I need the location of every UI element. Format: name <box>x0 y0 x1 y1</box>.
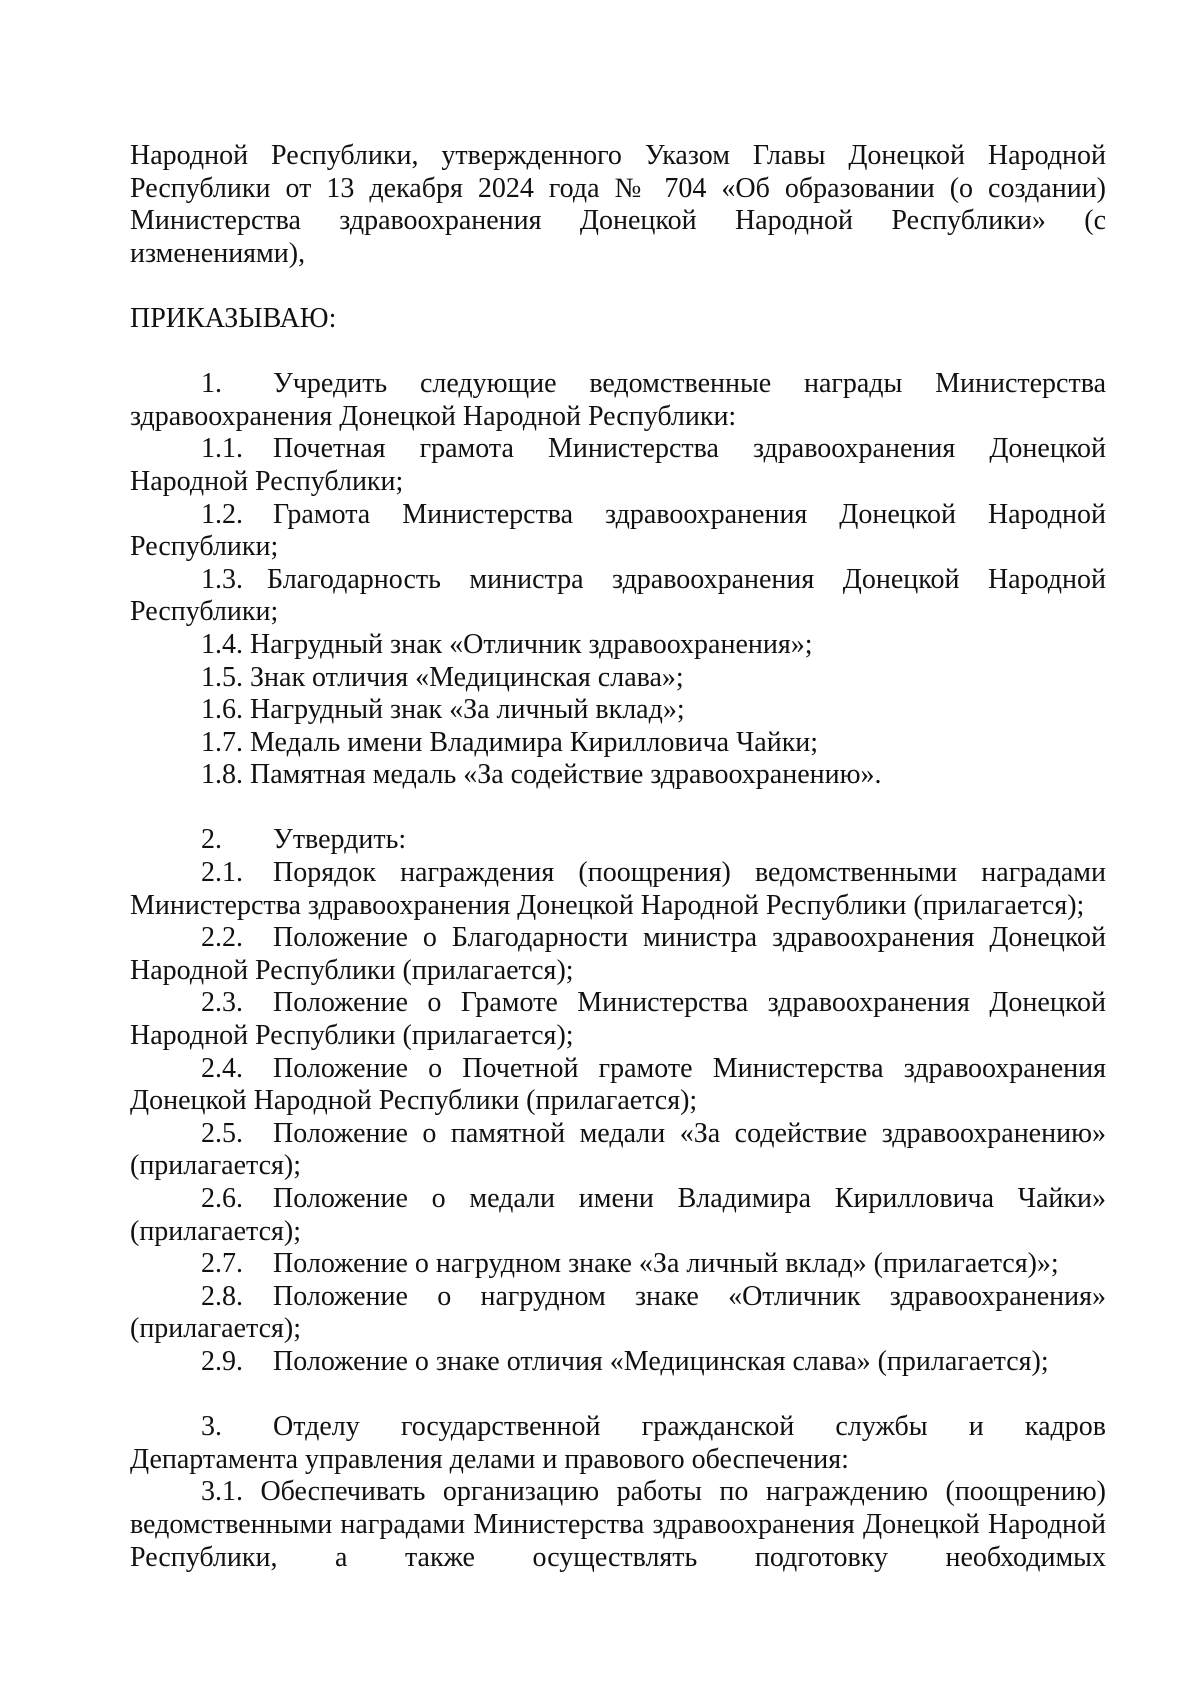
item-number: 1.2. <box>201 498 243 530</box>
intro-paragraph: Народной Республики, утвержденного Указом Главы Донецкой Народной Республики от 13 декабря 2024 года № 704 «Об образовании (о создании) Министерства здравоохранения Донецкой Народной Республики» (с изменениями), <box>130 140 1106 269</box>
item-number: 2.6. <box>201 1183 243 1214</box>
section-3-number: 3. <box>201 1411 222 1443</box>
item-text: Положение о памятной медали «За содействие здравоохранению» (прилагается); <box>130 1117 1106 1182</box>
item-text: Грамота Министерства здравоохранения Донецкой Народной Республики; <box>130 498 1106 563</box>
item-2-4 <box>130 1053 1106 1118</box>
item-1-8 <box>130 759 1106 792</box>
item-number: 2.5. <box>201 1117 243 1149</box>
item-number: 1.4. <box>201 628 243 660</box>
section-1-paragraph <box>130 368 1106 433</box>
item-text: Нагрудный знак «За личный вклад»; <box>250 694 685 726</box>
item-3-1 <box>130 1476 1106 1574</box>
item-number: 1.8. <box>201 759 243 791</box>
item-2-6 <box>130 1183 1106 1248</box>
item-1-7 <box>130 727 1106 760</box>
item-2-8 <box>130 1281 1106 1346</box>
section-3-text: Отделу государственной гражданской службы и кадров Департамента управления делами и правового обеспечения: <box>130 1411 1106 1475</box>
section-3-paragraph <box>130 1411 1106 1476</box>
item-text: Обеспечивать организацию работы по награждению (поощрению) ведомственными наградами Министерства здравоохранения Донецкой Народной Республики, а также осуществлять подготовку необходимых <box>130 1476 1107 1573</box>
document-page <box>130 140 1106 1574</box>
item-number: 2.8. <box>201 1280 243 1312</box>
item-1-4 <box>130 629 1106 662</box>
item-text: Благодарность министра здравоохранения Донецкой Народной Республики; <box>130 563 1106 628</box>
item-text: Положение о медали имени Владимира Кирилловича Чайки» (прилагается); <box>130 1183 1106 1247</box>
spacer <box>130 792 1106 825</box>
section-2-paragraph <box>130 824 1106 857</box>
item-text: Положение о знаке отличия «Медицинская слава» (прилагается); <box>273 1345 1049 1377</box>
item-1-3 <box>130 564 1106 629</box>
spacer <box>130 1379 1106 1412</box>
item-number: 2.1. <box>201 857 243 889</box>
item-text: Положение о нагрудном знаке «За личный вклад» (прилагается)»; <box>273 1248 1059 1280</box>
item-1-6 <box>130 694 1106 727</box>
item-2-1 <box>130 857 1106 922</box>
item-text: Положение о Благодарности министра здравоохранения Донецкой Народной Республики (прилагается); <box>130 922 1106 986</box>
item-1-1 <box>130 433 1106 498</box>
section-1-number: 1. <box>201 368 222 400</box>
item-number: 1.5. <box>201 661 243 693</box>
item-text: Порядок награждения (поощрения) ведомственными наградами Министерства здравоохранения Донецкой Народной Республики (прилагается); <box>130 857 1106 921</box>
item-number: 1.6. <box>201 694 243 726</box>
item-text: Знак отличия «Медицинская слава»; <box>250 661 684 693</box>
item-2-3 <box>130 987 1106 1052</box>
spacer <box>130 336 1106 369</box>
section-2-text: Утвердить: <box>273 824 407 856</box>
item-text: Положение о Почетной грамоте Министерства здравоохранения Донецкой Народной Республики (прилагается); <box>130 1052 1106 1117</box>
item-2-9 <box>130 1346 1106 1379</box>
item-number: 2.3. <box>201 987 243 1019</box>
item-1-2 <box>130 499 1106 564</box>
item-text: Почетная грамота Министерства здравоохранения Донецкой Народной Республики; <box>130 433 1106 497</box>
item-number: 2.9. <box>201 1345 243 1377</box>
item-number: 1.7. <box>201 726 243 758</box>
item-text: Нагрудный знак «Отличник здравоохранения»; <box>250 628 813 660</box>
item-number: 2.2. <box>201 922 243 954</box>
item-text: Положение о нагрудном знаке «Отличник здравоохранения» (прилагается); <box>130 1280 1106 1345</box>
item-number: 3.1. <box>201 1476 243 1508</box>
item-1-5 <box>130 662 1106 695</box>
item-text: Памятная медаль «За содействие здравоохранению». <box>250 759 882 791</box>
item-number: 2.7. <box>201 1248 243 1280</box>
section-1-text: Учредить следующие ведомственные награды Министерства здравоохранения Донецкой Народной Республики: <box>130 368 1106 432</box>
item-2-5 <box>130 1118 1106 1183</box>
section-2-number: 2. <box>201 824 222 856</box>
item-2-7 <box>130 1248 1106 1281</box>
item-number: 1.1. <box>201 433 243 465</box>
item-2-2 <box>130 922 1106 987</box>
item-text: Положение о Грамоте Министерства здравоохранения Донецкой Народной Республики (прилагается); <box>130 987 1106 1052</box>
item-text: Медаль имени Владимира Кирилловича Чайки; <box>250 726 819 758</box>
item-number: 2.4. <box>201 1052 243 1084</box>
spacer <box>130 270 1106 303</box>
item-number: 1.3. <box>201 563 243 595</box>
order-heading: ПРИКАЗЫВАЮ: <box>130 302 337 334</box>
